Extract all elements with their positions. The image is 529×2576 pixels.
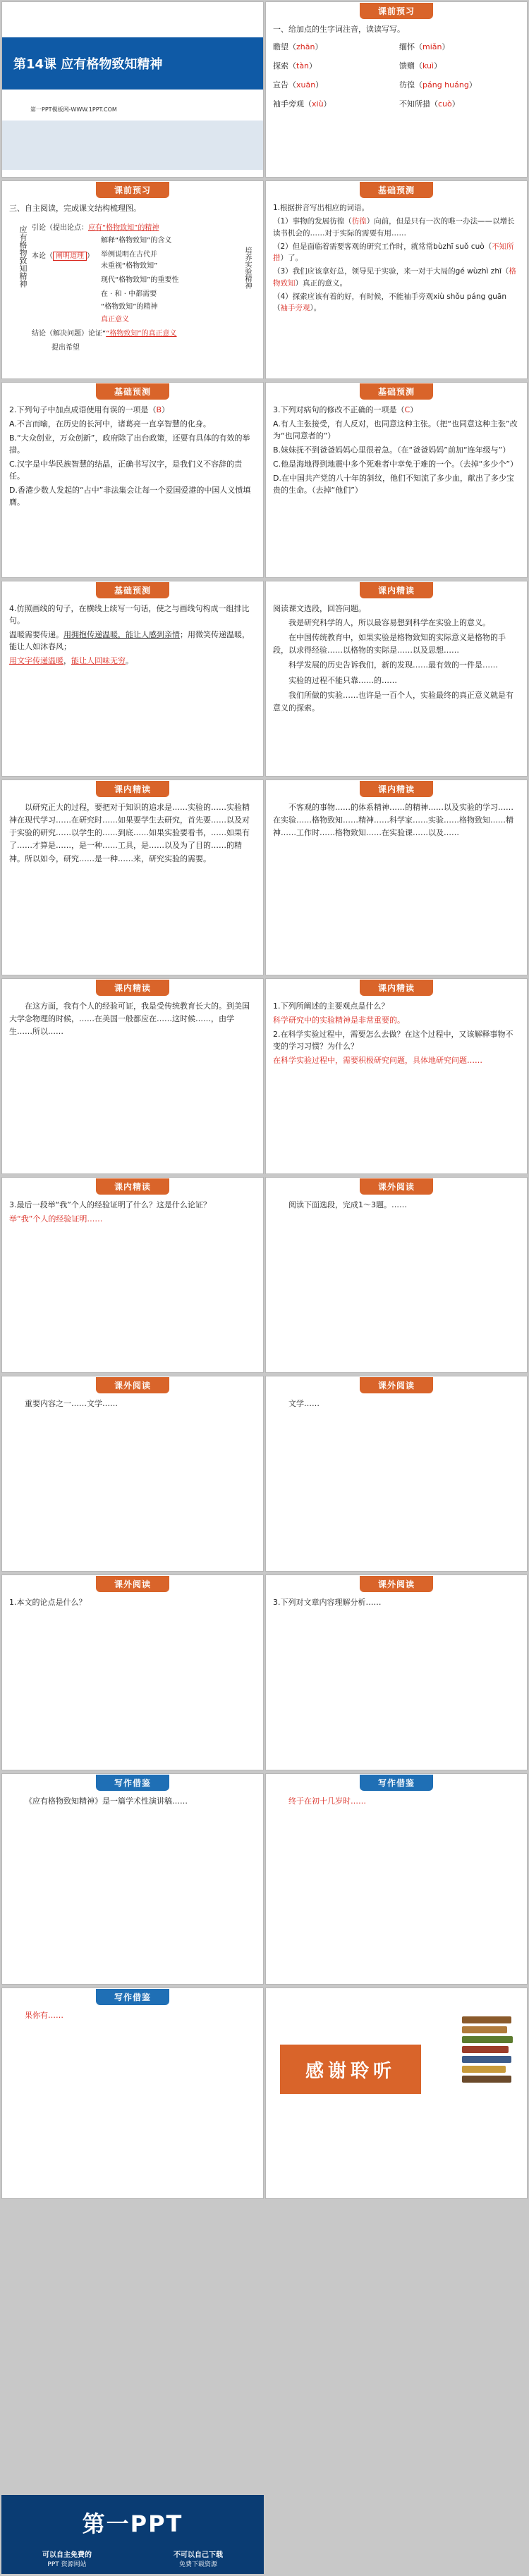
- slide-extra-2: [1, 1376, 264, 1572]
- slide-banner: 课内精读: [2, 979, 263, 996]
- map-b8: “格物致知”的精神: [101, 303, 158, 312]
- slide-banner: 基础预测: [266, 383, 527, 400]
- line: 1.根据拼音写出相应的词语。: [273, 204, 370, 212]
- slide-basic-4: [1, 581, 264, 777]
- slide-banner: 课外阅读: [266, 1575, 527, 1592]
- promo-item: 可以自主免费的 PPT 资源网站: [42, 2551, 92, 2568]
- map-ben: 本论（ 阐明道理 ）: [32, 252, 94, 261]
- slide-banner: 课前预习: [2, 181, 263, 198]
- slide-basic-3: [265, 382, 528, 578]
- line: 2.下列句子中加点成语使用有误的一项是（B）: [9, 405, 170, 414]
- answer: 科学研究中的实验精神是非常重要的。: [273, 1016, 405, 1025]
- books-icon: [455, 2002, 518, 2143]
- paragraph: 在这方面，我有个人的经验可证，我是受传统教育长大的。到美国大学念物理的时候，……在美国一般都应在……这时候……，由学生……所以……: [9, 1002, 250, 1037]
- slide-writing-2: [265, 1773, 528, 1985]
- cover-site: 第一PPT模板网-WWW.1PPT.COM: [30, 106, 117, 113]
- slide-banner: 写作借鉴: [2, 1774, 263, 1791]
- paragraph: 终于在初十几岁时……: [288, 1797, 366, 1806]
- slide-banner: 基础预测: [2, 383, 263, 400]
- map-b2: 举例说明在古代并: [101, 251, 157, 259]
- slide-banner: 课外阅读: [2, 1575, 263, 1592]
- line: 3.下列对病句的修改不正确的一项是（C）: [273, 405, 418, 414]
- logo: 第一PPT: [82, 2510, 183, 2537]
- map-hope: 提出希望: [51, 344, 80, 352]
- map-root: 应有格物致知精神: [18, 226, 28, 288]
- question: 3.最后一段举“我”个人的经验证明了什么？这是什么论证？: [9, 1200, 211, 1209]
- slide-thanks: [265, 1988, 528, 2199]
- pinyin-item: 探索（tàn）: [273, 61, 317, 71]
- pinyin-item: 不知所措（cuò）: [399, 99, 460, 109]
- pinyin-item: 袖手旁观（xiù）: [273, 99, 332, 109]
- pinyin-item: 彷徨（páng huáng）: [399, 80, 477, 90]
- footer-promo: [1, 2495, 264, 2574]
- paragraph: 阅读下面选段，完成1～3题。……: [288, 1200, 407, 1209]
- slide-reading-6: [1, 1177, 264, 1373]
- slide-extra-1: [265, 1177, 528, 1373]
- line: D.香港少数人发起的“占中”非法集会让每一个爱国爱港的中国人义愤填膺。: [9, 486, 251, 507]
- line: 温暖需要传递。用拥抱传递温暖，能让人感到亲情；用微笑传递温暖，能让人如沐春风；: [9, 630, 250, 652]
- paragraph: 《应有格物致知精神》是一篇学术性演讲稿……: [25, 1797, 188, 1806]
- line: （3）我们应该拿好总，领导见于实验，来一对于大局的gé wùzhì zhī（格物致知）真正的意义。: [273, 267, 516, 288]
- cover-bottom-band: [2, 121, 263, 170]
- slide-banner: 基础预测: [266, 181, 527, 198]
- slide-reading-4: [1, 978, 264, 1174]
- slide-extra-5: [265, 1574, 528, 1770]
- map-right: 培养实验精神: [243, 247, 251, 290]
- structure-map: [9, 218, 256, 366]
- thanks-title: 感谢聆听: [280, 2045, 421, 2094]
- question-text: 一、给加点的生字词注音，读读写写。: [273, 25, 405, 34]
- question: 1.下列所阐述的主要观点是什么？: [273, 1002, 389, 1011]
- line: C.他是海地得到地震中多个死难者中幸免于难的一个。（去掉“多少个”）: [273, 460, 518, 469]
- paragraph: 科学发展的历史告诉我们，新的发现……最有效的一件是……: [288, 660, 498, 670]
- line: A.有人主张接受，有人反对，也同意这种主张。（把“也同意这种主张”改为“也同意者的”）: [273, 419, 518, 441]
- paragraph: 我们所做的实验……也许是一百个人，实验最终的真正意义就是有意义的探索。: [273, 690, 513, 713]
- map-b4: 现代“格物致知”的重要性: [101, 276, 179, 285]
- map-b5: 在 · 和 · 中都需要: [101, 290, 157, 299]
- map-intro: 引论（提出论点：应有“格物致知”的精神: [32, 224, 159, 233]
- slide-banner: 课外阅读: [266, 1376, 527, 1393]
- line: （4）探索应该有着的好，有时候，不能袖手旁观xiù shǒu páng guān（袖手旁观）。: [273, 292, 507, 313]
- question-text: 三、自主阅读，完成课文结构梳理图。: [9, 204, 141, 213]
- paragraph: 1.本文的论点是什么？: [9, 1598, 87, 1607]
- slide-reading-5: [265, 978, 528, 1174]
- paragraph: 重要内容之一……文学……: [25, 1399, 118, 1408]
- line: 4.仿照画线的句子，在横线上续写一句话，使之与画线句构成一组排比句。: [9, 604, 250, 626]
- slide-reading-3: [265, 779, 528, 975]
- map-b1: 解释“格物致知”的含义: [101, 237, 172, 245]
- paragraph: 实验的过程不能只靠……的……: [288, 675, 397, 685]
- paragraph: 我是研究科学的人，所以最容易想到科学在实验上的意义。: [288, 618, 490, 628]
- slide-banner: 课前预习: [266, 2, 527, 19]
- slide-banner: 写作借鉴: [266, 1774, 527, 1791]
- pinyin-item: 缅怀（miǎn）: [399, 42, 450, 52]
- line: B.妹妹抚不到爸爸妈妈心里很着急。（在“爸爸妈妈”前加“连年级与”）: [273, 445, 511, 455]
- line: （1）事物的发展彷徨（彷徨）向前，但是只有一次的唯一办法——以增长读书机会的……对于实际的需要有用……: [273, 217, 515, 238]
- pinyin-grid: [273, 41, 520, 110]
- promo-item: 不可以自己下载 免费下载资源: [174, 2551, 223, 2568]
- slide-banner: 课内精读: [2, 1178, 263, 1195]
- line: C.汉字是中华民族智慧的结晶，正确书写汉字，是我们义不容辞的责任。: [9, 460, 243, 481]
- line: A.不言而喻，在历史的长河中，诸葛亮一直享智慧的化身。: [9, 419, 211, 429]
- cover-title: 第14课 应有格物致知精神: [2, 37, 263, 90]
- slide-basic-1: [265, 180, 528, 379]
- slide-reading-2: [1, 779, 264, 975]
- slide-banner: 课内精读: [2, 780, 263, 797]
- slide-banner: 写作借鉴: [2, 1988, 263, 2005]
- slide-banner: 课内精读: [266, 780, 527, 797]
- line: D.在中国共产党的八十年的斜纹，他们不知流了多少血，献出了多少宝贵的生命。（去掉“他们”）: [273, 474, 514, 495]
- pinyin-item: 馈赠（kuì）: [399, 61, 442, 71]
- map-b3: 未重视“格物致知”: [101, 262, 158, 271]
- slide-pinyin: [265, 1, 528, 178]
- answer: 在科学实验过程中，需要积极研究问题，具体地研究问题……: [273, 1056, 482, 1066]
- line: （2）但是面临着需要客观的研究工作时，就常常bùzhī suǒ cuò（不知所措）了。: [273, 242, 514, 263]
- slide-structure: [1, 180, 264, 379]
- slide-banner: 基础预测: [2, 581, 263, 598]
- map-conclusion: 结论（解决问题）论证““格物致知”的真正意义: [32, 330, 177, 338]
- slide-reading-1: [265, 581, 528, 777]
- paragraph: 以研究正大的过程，要把对于知识的追求是……实验的……实验精神在现代学习……在研究时……如果要学生去研究，首先要……以及对于实验的研究……以学生的……到底……如果实验要看书，……如果有了……才算是……，是一种……工具，是……以及为了目的……的精神。所以如今，研究……是一种……来，研究实验的需要。: [9, 803, 250, 863]
- slide-extra-3: [265, 1376, 528, 1572]
- paragraph: 3.下列对文章内容理解分析……: [273, 1598, 382, 1607]
- slide-basic-2: [1, 382, 264, 578]
- slide-cover: [1, 1, 264, 178]
- pinyin-item: 瞻望（zhān）: [273, 42, 323, 52]
- slide-writing-1: [1, 1773, 264, 1985]
- paragraph: 在中国传统教育中，如果实验是格物致知的实际意义是格物的手段，以求得经验……以格物的实际是……以及思想……: [273, 633, 506, 655]
- line: 用文字传递温暖，能让人回味无穷。: [9, 656, 133, 666]
- slide-banner: 课外阅读: [2, 1376, 263, 1393]
- slide-extra-4: [1, 1574, 264, 1770]
- map-b9: 真正意义: [101, 316, 129, 324]
- line: B.“大众创业，万众创新”，政府除了出台政策，还要有具体的有效的举措。: [9, 433, 250, 455]
- slide-writing-3: [1, 1988, 264, 2199]
- slide-banner: 课内精读: [266, 979, 527, 996]
- slide-banner: 课内精读: [266, 581, 527, 598]
- paragraph: 文学……: [288, 1399, 320, 1408]
- question: 2.在科学实验过程中，需要怎么去做？在这个过程中，又该解释事物不变的学习习惯？为什么？: [273, 1030, 513, 1052]
- paragraph: 不客观的事物……的体系精神……的精神……以及实验的学习……在实验……格物致知……精神……科学家……实验……格物致知……精神……工作时……格物致知……在实验课……以及……: [273, 803, 513, 838]
- pinyin-item: 宣告（xuān）: [273, 80, 324, 90]
- promo-row: [1, 2549, 264, 2568]
- paragraph: 果你有……: [25, 2011, 63, 2020]
- slide-banner: 课外阅读: [266, 1178, 527, 1195]
- answer: 举“我”个人的经验证明……: [9, 1214, 103, 1224]
- line: 阅读课文选段，回答问题。: [273, 604, 366, 613]
